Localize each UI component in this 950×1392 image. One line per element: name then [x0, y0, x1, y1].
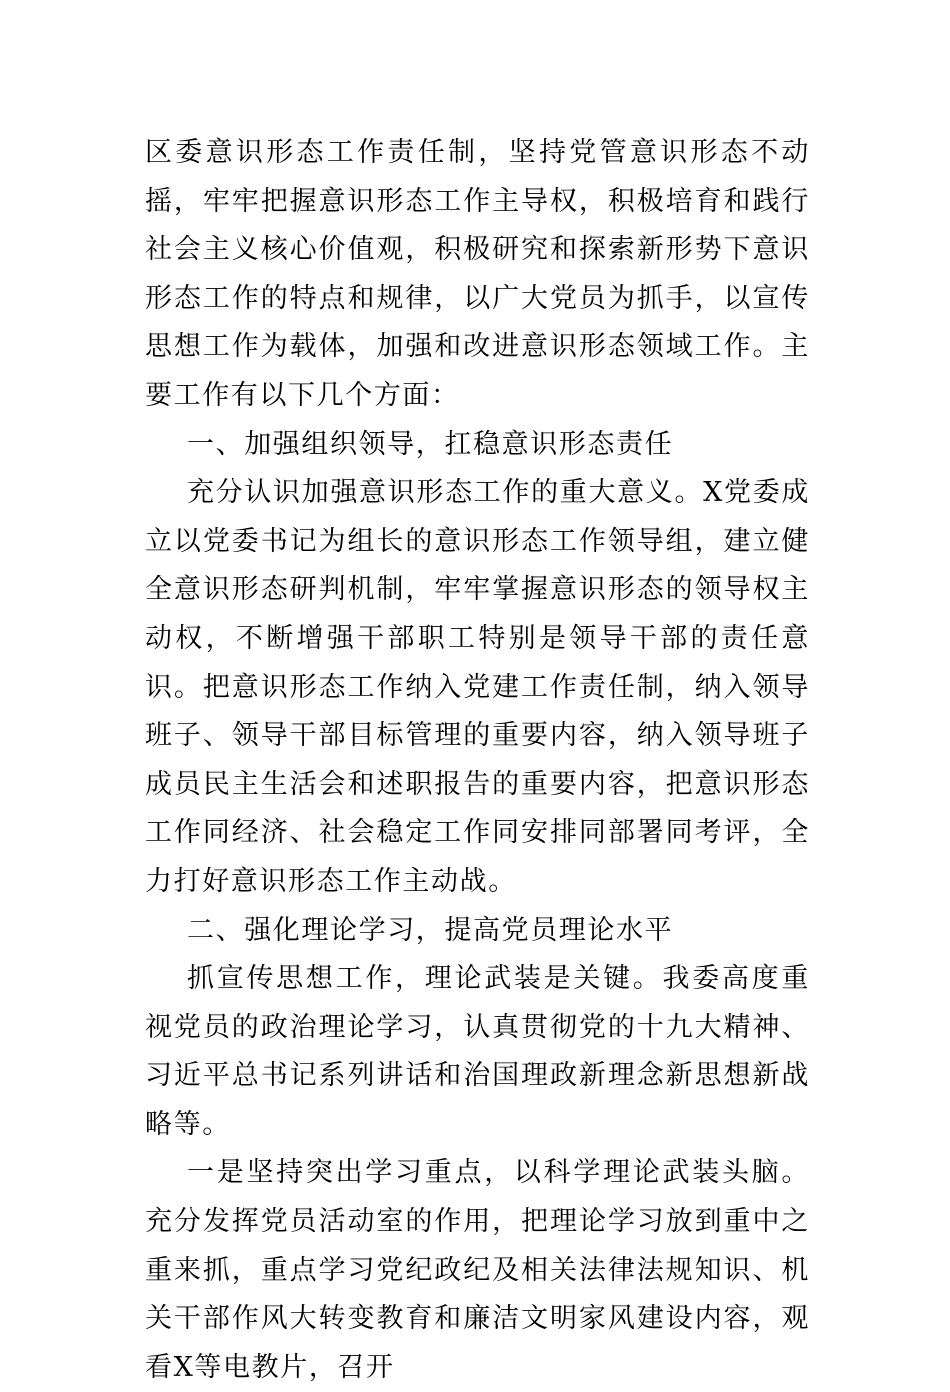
section-heading-1: 一、加强组织领导，扛稳意识形态责任 — [187, 428, 674, 460]
paragraph-intro: 区委意识形态工作责任制，坚持党管意识形态不动摇，牢牢把握意识形态工作主导权，积极培育和践行社会主义核心价值观，积极研究和探索新形势下意识形态工作的特点和规律，以广大党员为抓手，以宣传思想工作为载体，加强和改进意识形态领域工作。主要工作有以下几个方面： — [145, 137, 810, 411]
paragraph-section-1: 充分认识加强意识形态工作的重大意义。X党委成立以党委书记为组长的意识形态工作领导组，建立健全意识形态研判机制，牢牢掌握意识形态的领导权主动权，不断增强干部职工特别是领导干部的责任意识。把意识形态工作纳入党建工作责任制，纳入领导班子、领导干部目标管理的重要内容，纳入领导班子成员民主生活会和述职报告的重要内容，把意识形态工作同经济、社会稳定工作同安排同部署同考评，全力打好意识形态工作主动战。 — [145, 477, 810, 897]
document-body — [145, 129, 810, 1392]
paragraph-section-2: 抓宣传思想工作，理论武装是关键。我委高度重视党员的政治理论学习，认真贯彻党的十九大精神、习近平总书记系列讲话和治国理政新理念新思想新战略等。 — [145, 963, 810, 1140]
section-heading-2: 二、强化理论学习，提高党员理论水平 — [187, 914, 674, 946]
paragraph-point-1: 一是坚持突出学习重点，以科学理论武装头脑。充分发挥党员活动室的作用，把理论学习放到重中之重来抓，重点学习党纪政纪及相关法律法规知识、机关干部作风大转变教育和廉洁文明家风建设内容，观看X等电教片，召开 — [145, 1157, 810, 1383]
